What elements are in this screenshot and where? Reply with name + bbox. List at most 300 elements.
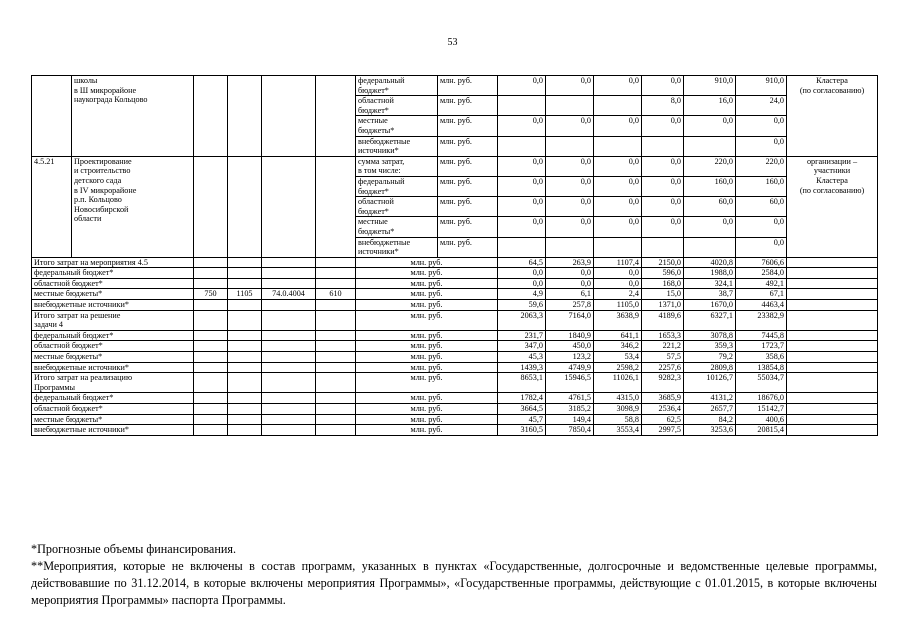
budget-code-cell: [228, 352, 262, 363]
funding-source: сумма затрат, в том числе:: [356, 156, 438, 176]
unit-cell: млн. руб.: [356, 278, 498, 289]
budget-code-cell: [262, 414, 316, 425]
unit-cell: млн. руб.: [356, 352, 498, 363]
value-cell: 1782,4: [498, 393, 546, 404]
budget-code-cell: [228, 393, 262, 404]
executor-cell: [787, 341, 878, 352]
budget-code-cell: [262, 362, 316, 373]
budget-code-cell: [262, 404, 316, 415]
budget-code-cell: [316, 330, 356, 341]
value-cell: 641,1: [594, 330, 642, 341]
budget-code-cell: [194, 257, 228, 268]
value-cell: 3185,2: [546, 404, 594, 415]
value-cell: 67,1: [736, 289, 787, 300]
value-cell: 0,0: [642, 156, 684, 176]
value-cell: 7164,0: [546, 310, 594, 330]
value-cell: [594, 96, 642, 116]
budget-code-cell: [228, 373, 262, 393]
value-cell: 910,0: [684, 76, 736, 96]
value-cell: 38,7: [684, 289, 736, 300]
value-cell: [546, 96, 594, 116]
funding-source: областной бюджет*: [356, 96, 438, 116]
funding-source: местные бюджеты*: [356, 217, 438, 237]
value-cell: 123,2: [546, 352, 594, 363]
executor-cell: [787, 310, 878, 330]
value-cell: 8,0: [642, 96, 684, 116]
value-cell: 2598,2: [594, 362, 642, 373]
value-cell: 0,0: [594, 156, 642, 176]
value-cell: 0,0: [594, 116, 642, 136]
value-cell: 0,0: [594, 268, 642, 279]
footnote-forecast: *Прогнозные объемы финансирования.: [31, 542, 237, 556]
summary-row: [32, 310, 878, 330]
summary-row: [32, 404, 878, 415]
summary-label: внебюджетные источники*: [32, 362, 194, 373]
value-cell: 7606,6: [736, 257, 787, 268]
value-cell: 4131,2: [684, 393, 736, 404]
executor-cell: [787, 330, 878, 341]
executor-cell: [787, 404, 878, 415]
executor-cell: [787, 425, 878, 436]
value-cell: 346,2: [594, 341, 642, 352]
block1-code: [32, 76, 72, 157]
value-cell: 4020,8: [684, 257, 736, 268]
value-cell: 15,0: [642, 289, 684, 300]
value-cell: [684, 136, 736, 156]
budget-code-cell: [316, 373, 356, 393]
value-cell: 3664,5: [498, 404, 546, 415]
budget-code-cell: [228, 268, 262, 279]
value-cell: 55034,7: [736, 373, 787, 393]
budget-code-cell: [262, 310, 316, 330]
value-cell: 168,0: [642, 278, 684, 289]
budget-code-cell: [228, 425, 262, 436]
value-cell: 0,0: [546, 268, 594, 279]
summary-row: [32, 330, 878, 341]
summary-label: внебюджетные источники*: [32, 425, 194, 436]
value-cell: 0,0: [736, 217, 787, 237]
unit-cell: млн. руб.: [438, 76, 498, 96]
value-cell: 15142,7: [736, 404, 787, 415]
value-cell: 0,0: [642, 217, 684, 237]
budget-code-cell: [194, 404, 228, 415]
budget-code-cell: [262, 352, 316, 363]
value-cell: 0,0: [594, 197, 642, 217]
summary-row: [32, 278, 878, 289]
summary-row: [32, 414, 878, 425]
value-cell: 1988,0: [684, 268, 736, 279]
executor-cell: [787, 268, 878, 279]
summary-label: областной бюджет*: [32, 278, 194, 289]
budget-code-cell: [194, 310, 228, 330]
value-cell: 1670,0: [684, 300, 736, 311]
value-cell: 359,3: [684, 341, 736, 352]
value-cell: 11026,1: [594, 373, 642, 393]
executor-cell: [787, 278, 878, 289]
summary-label: внебюджетные источники*: [32, 300, 194, 311]
summary-row: [32, 257, 878, 268]
block2-code-cell: [228, 156, 262, 257]
value-cell: 15946,5: [546, 373, 594, 393]
block2-executor: организации – участники Кластера (по согласованию): [787, 156, 878, 257]
budget-code-cell: [316, 300, 356, 311]
unit-cell: млн. руб.: [356, 425, 498, 436]
value-cell: 10126,7: [684, 373, 736, 393]
budget-code-cell: [262, 330, 316, 341]
summary-row: [32, 373, 878, 393]
value-cell: 4189,6: [642, 310, 684, 330]
budget-code-cell: 1105: [228, 289, 262, 300]
budget-code-cell: [228, 404, 262, 415]
value-cell: 0,0: [642, 176, 684, 196]
value-cell: [642, 136, 684, 156]
value-cell: 60,0: [684, 197, 736, 217]
budget-code-cell: [228, 310, 262, 330]
summary-label: областной бюджет*: [32, 404, 194, 415]
summary-label: местные бюджеты*: [32, 414, 194, 425]
executor-cell: [787, 373, 878, 393]
budget-code-cell: [228, 414, 262, 425]
value-cell: 2063,3: [498, 310, 546, 330]
value-cell: 2657,7: [684, 404, 736, 415]
value-cell: 1653,3: [642, 330, 684, 341]
summary-row: [32, 341, 878, 352]
unit-cell: млн. руб.: [356, 289, 498, 300]
budget-code-cell: [194, 414, 228, 425]
value-cell: 0,0: [594, 278, 642, 289]
value-cell: 4,9: [498, 289, 546, 300]
value-cell: 0,0: [546, 176, 594, 196]
budget-code-cell: [194, 330, 228, 341]
value-cell: 79,2: [684, 352, 736, 363]
value-cell: 0,0: [594, 76, 642, 96]
value-cell: 2584,0: [736, 268, 787, 279]
value-cell: 0,0: [546, 217, 594, 237]
value-cell: 45,3: [498, 352, 546, 363]
value-cell: 18676,0: [736, 393, 787, 404]
value-cell: [546, 237, 594, 257]
value-cell: 8653,1: [498, 373, 546, 393]
value-cell: [498, 96, 546, 116]
summary-label: Итого затрат на решение задачи 4: [32, 310, 194, 330]
value-cell: [642, 237, 684, 257]
value-cell: 59,6: [498, 300, 546, 311]
value-cell: 16,0: [684, 96, 736, 116]
summary-label: Итого затрат на мероприятия 4.5: [32, 257, 194, 268]
budget-code-cell: [228, 278, 262, 289]
value-cell: 58,8: [594, 414, 642, 425]
value-cell: 1840,9: [546, 330, 594, 341]
value-cell: 7445,8: [736, 330, 787, 341]
budget-code-cell: [194, 268, 228, 279]
unit-cell: млн. руб.: [438, 136, 498, 156]
block2-code-cell: [316, 156, 356, 257]
value-cell: 2150,0: [642, 257, 684, 268]
budget-code-cell: 74.0.4004: [262, 289, 316, 300]
value-cell: [594, 136, 642, 156]
summary-label: местные бюджеты*: [32, 289, 194, 300]
value-cell: [498, 237, 546, 257]
value-cell: 3160,5: [498, 425, 546, 436]
budget-code-cell: [194, 393, 228, 404]
summary-label: областной бюджет*: [32, 341, 194, 352]
budget-code-cell: 750: [194, 289, 228, 300]
footnotes: [31, 541, 877, 609]
block1-code-cell: [194, 76, 228, 157]
value-cell: 347,0: [498, 341, 546, 352]
summary-row: [32, 300, 878, 311]
page-number: 53: [447, 37, 458, 48]
value-cell: 0,0: [546, 76, 594, 96]
budget-code-cell: [316, 278, 356, 289]
value-cell: 1371,0: [642, 300, 684, 311]
value-cell: 6327,1: [684, 310, 736, 330]
value-cell: 0,0: [642, 76, 684, 96]
budget-code-cell: [262, 300, 316, 311]
budget-code-cell: [262, 341, 316, 352]
unit-cell: млн. руб.: [356, 330, 498, 341]
value-cell: 3098,9: [594, 404, 642, 415]
budget-code-cell: [262, 257, 316, 268]
budget-code-cell: [228, 362, 262, 373]
value-cell: 0,0: [594, 217, 642, 237]
block2-code-cell: [262, 156, 316, 257]
value-cell: 4315,0: [594, 393, 642, 404]
value-cell: 4749,9: [546, 362, 594, 373]
unit-cell: млн. руб.: [438, 156, 498, 176]
budget-code-cell: [316, 352, 356, 363]
value-cell: 0,0: [642, 116, 684, 136]
value-cell: [684, 237, 736, 257]
value-cell: 4463,4: [736, 300, 787, 311]
value-cell: 45,7: [498, 414, 546, 425]
financing-table: [31, 75, 878, 436]
budget-code-cell: [194, 352, 228, 363]
value-cell: 0,0: [498, 76, 546, 96]
executor-cell: [787, 300, 878, 311]
value-cell: 0,0: [736, 237, 787, 257]
unit-cell: млн. руб.: [356, 404, 498, 415]
budget-code-cell: [316, 341, 356, 352]
budget-code-cell: [228, 257, 262, 268]
value-cell: 3078,8: [684, 330, 736, 341]
unit-cell: млн. руб.: [356, 300, 498, 311]
block2-name: Проектирование и строительство детского сада в IV микрорайоне р.п. Кольцово Новосибирской области: [72, 156, 194, 257]
summary-row: [32, 393, 878, 404]
value-cell: 1439,3: [498, 362, 546, 373]
value-cell: 0,0: [498, 156, 546, 176]
funding-source: внебюджетные источники*: [356, 136, 438, 156]
footnote-measures: **Мероприятия, которые не включены в состав программ, указанных в пунктах «Государственные, долгосрочные и ведомственные целевые программы, действовавшие по 31.12.2014, в которые включены мероприятия Программы», «Государственные программы, действующие с 01.01.2015, в которые включены мероприятия Программы» паспорта Программы.: [31, 559, 877, 607]
funding-source: федеральный бюджет*: [356, 76, 438, 96]
value-cell: 3253,6: [684, 425, 736, 436]
summary-row: [32, 352, 878, 363]
budget-code-cell: [262, 425, 316, 436]
executor-cell: [787, 393, 878, 404]
value-cell: 221,2: [642, 341, 684, 352]
value-cell: 84,2: [684, 414, 736, 425]
value-cell: 23382,9: [736, 310, 787, 330]
summary-row: [32, 425, 878, 436]
budget-code-cell: [194, 300, 228, 311]
value-cell: 1105,0: [594, 300, 642, 311]
value-cell: 149,4: [546, 414, 594, 425]
budget-code-cell: [194, 278, 228, 289]
table-row: [32, 156, 878, 176]
budget-code-cell: [316, 404, 356, 415]
funding-source: местные бюджеты*: [356, 116, 438, 136]
summary-row: [32, 289, 878, 300]
value-cell: 2809,8: [684, 362, 736, 373]
value-cell: 0,0: [498, 197, 546, 217]
block2-code: 4.5.21: [32, 156, 72, 257]
value-cell: 62,5: [642, 414, 684, 425]
value-cell: 3638,9: [594, 310, 642, 330]
executor-cell: [787, 414, 878, 425]
value-cell: 0,0: [498, 268, 546, 279]
value-cell: 596,0: [642, 268, 684, 279]
value-cell: 400,6: [736, 414, 787, 425]
summary-row: [32, 268, 878, 279]
value-cell: 0,0: [498, 217, 546, 237]
value-cell: 160,0: [736, 176, 787, 196]
unit-cell: млн. руб.: [438, 237, 498, 257]
value-cell: [546, 136, 594, 156]
value-cell: 0,0: [546, 278, 594, 289]
value-cell: 2257,6: [642, 362, 684, 373]
executor-cell: [787, 352, 878, 363]
unit-cell: млн. руб.: [438, 217, 498, 237]
unit-cell: млн. руб.: [356, 373, 498, 393]
value-cell: 6,1: [546, 289, 594, 300]
value-cell: 0,0: [498, 278, 546, 289]
table-row: [32, 76, 878, 96]
budget-code-cell: 610: [316, 289, 356, 300]
value-cell: 0,0: [684, 116, 736, 136]
value-cell: 57,5: [642, 352, 684, 363]
value-cell: [498, 136, 546, 156]
unit-cell: млн. руб.: [356, 414, 498, 425]
block1-executor: Кластера (по согласованию): [787, 76, 878, 157]
funding-source: федеральный бюджет*: [356, 176, 438, 196]
value-cell: 263,9: [546, 257, 594, 268]
summary-label: Итого затрат на реализацию Программы: [32, 373, 194, 393]
value-cell: 0,0: [736, 136, 787, 156]
value-cell: 3685,9: [642, 393, 684, 404]
budget-code-cell: [228, 300, 262, 311]
budget-code-cell: [194, 425, 228, 436]
value-cell: 231,7: [498, 330, 546, 341]
value-cell: 4761,5: [546, 393, 594, 404]
value-cell: 0,0: [498, 116, 546, 136]
value-cell: 910,0: [736, 76, 787, 96]
value-cell: 64,5: [498, 257, 546, 268]
budget-code-cell: [316, 393, 356, 404]
budget-code-cell: [316, 310, 356, 330]
value-cell: 2536,4: [642, 404, 684, 415]
value-cell: 220,0: [736, 156, 787, 176]
value-cell: 7850,4: [546, 425, 594, 436]
budget-code-cell: [194, 362, 228, 373]
table-body: [32, 76, 878, 436]
budget-code-cell: [316, 362, 356, 373]
executor-cell: [787, 257, 878, 268]
value-cell: 492,1: [736, 278, 787, 289]
value-cell: 60,0: [736, 197, 787, 217]
budget-code-cell: [228, 341, 262, 352]
summary-label: федеральный бюджет*: [32, 268, 194, 279]
executor-cell: [787, 289, 878, 300]
unit-cell: млн. руб.: [356, 393, 498, 404]
value-cell: 0,0: [498, 176, 546, 196]
unit-cell: млн. руб.: [356, 362, 498, 373]
value-cell: 9282,3: [642, 373, 684, 393]
value-cell: 2997,5: [642, 425, 684, 436]
value-cell: 53,4: [594, 352, 642, 363]
value-cell: 20815,4: [736, 425, 787, 436]
budget-code-cell: [316, 414, 356, 425]
executor-cell: [787, 362, 878, 373]
budget-code-cell: [262, 268, 316, 279]
unit-cell: млн. руб.: [438, 197, 498, 217]
funding-source: областной бюджет*: [356, 197, 438, 217]
block2-code-cell: [194, 156, 228, 257]
budget-code-cell: [262, 373, 316, 393]
funding-source: внебюджетные источники*: [356, 237, 438, 257]
unit-cell: млн. руб.: [356, 268, 498, 279]
value-cell: 1107,4: [594, 257, 642, 268]
budget-code-cell: [262, 278, 316, 289]
value-cell: 0,0: [594, 176, 642, 196]
budget-code-cell: [316, 425, 356, 436]
budget-code-cell: [262, 393, 316, 404]
summary-label: федеральный бюджет*: [32, 393, 194, 404]
value-cell: 0,0: [642, 197, 684, 217]
value-cell: 160,0: [684, 176, 736, 196]
value-cell: [594, 237, 642, 257]
value-cell: 0,0: [546, 156, 594, 176]
value-cell: 257,8: [546, 300, 594, 311]
block1-name: школы в Ш микрорайоне наукограда Кольцово: [72, 76, 194, 157]
value-cell: 220,0: [684, 156, 736, 176]
value-cell: 0,0: [546, 116, 594, 136]
value-cell: 0,0: [736, 116, 787, 136]
budget-code-cell: [228, 330, 262, 341]
unit-cell: млн. руб.: [356, 310, 498, 330]
block1-code-cell: [228, 76, 262, 157]
unit-cell: млн. руб.: [438, 116, 498, 136]
unit-cell: млн. руб.: [356, 257, 498, 268]
budget-code-cell: [316, 257, 356, 268]
budget-code-cell: [194, 341, 228, 352]
summary-label: федеральный бюджет*: [32, 330, 194, 341]
unit-cell: млн. руб.: [438, 96, 498, 116]
summary-row: [32, 362, 878, 373]
value-cell: 324,1: [684, 278, 736, 289]
summary-label: местные бюджеты*: [32, 352, 194, 363]
unit-cell: млн. руб.: [356, 341, 498, 352]
value-cell: 13854,8: [736, 362, 787, 373]
value-cell: 450,0: [546, 341, 594, 352]
value-cell: 1723,7: [736, 341, 787, 352]
unit-cell: млн. руб.: [438, 176, 498, 196]
value-cell: 0,0: [684, 217, 736, 237]
block1-code-cell: [262, 76, 316, 157]
value-cell: 24,0: [736, 96, 787, 116]
value-cell: 3553,4: [594, 425, 642, 436]
budget-code-cell: [194, 373, 228, 393]
value-cell: 0,0: [546, 197, 594, 217]
